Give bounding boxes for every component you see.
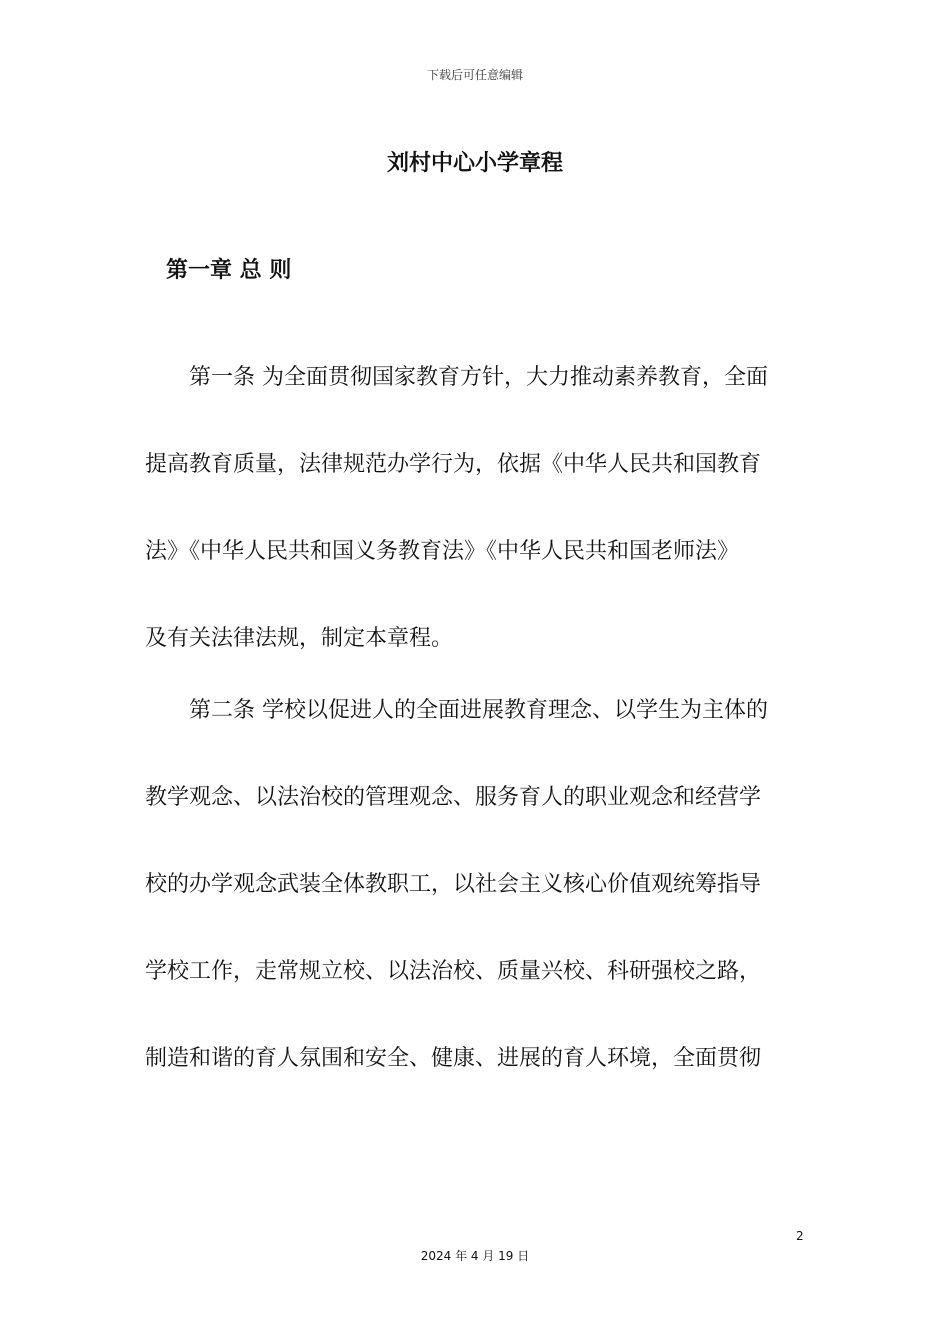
paragraph-line: 法》《中华人民共和国义务教育法》《中华人民共和国老师法》 [145,539,740,564]
footer-date: 2024 年 4 月 19 日 [420,1249,530,1263]
paragraph-line: 第二条 学校以促进人的全面进展教育理念、以学生为主体的 [145,698,768,723]
paragraph-line: 制造和谐的育人氛围和安全、健康、进展的育人环境，全面贯彻 [145,1046,762,1071]
paragraph-line: 教学观念、以法治校的管理观念、服务育人的职业观念和经营学 [145,785,762,810]
paragraph-line: 第一条 为全面贯彻国家教育方针，大力推动素养教育，全面 [145,365,768,390]
paragraph-line: 提高教育质量，法律规范办学行为，依据《中华人民共和国教育 [145,452,762,477]
paragraph-line: 及有关法律法规，制定本章程。 [145,626,454,651]
page-number: 2 [796,1229,804,1243]
paragraph-line: 学校工作，走常规立校、以法治校、质量兴校、科研强校之路， [145,959,762,984]
paragraph-line: 校的办学观念武装全体教职工，以社会主义核心价值观统筹指导 [145,872,762,897]
document-title: 刘村中心小学章程 [386,151,563,176]
chapter-heading: 第一章 总 则 [166,258,292,283]
header-note: 下载后可任意编辑 [426,68,523,82]
